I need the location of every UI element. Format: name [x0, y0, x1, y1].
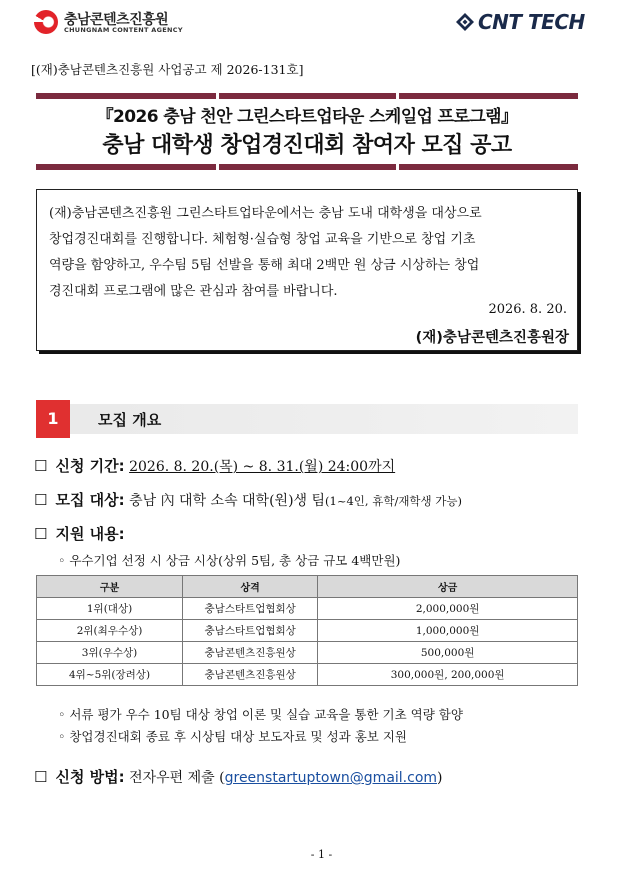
intro-box	[36, 189, 578, 351]
support-sub-item: ◦ 창업경진대회 종료 후 시상팀 대상 보도자료 및 성과 홍보 지원	[58, 729, 407, 744]
application-method: ☐ 신청 방법: 전자우편 제출 (greenstartuptown@gmail.com)	[34, 768, 443, 786]
method-label: 신청 방법	[55, 768, 119, 786]
table-row	[37, 620, 578, 642]
table-header-row	[37, 576, 578, 598]
support-label: 지원 내용	[55, 525, 119, 543]
agency-logo-icon	[34, 10, 58, 34]
checkbox-icon: ☐	[34, 457, 48, 475]
program-title: 『2026 충남 천안 그린스타트업타운 스케일업 프로그램』	[96, 107, 518, 127]
intro-line: (재)충남콘텐츠진흥원 그린스타트업타운에서는 충남 도내 대학생을 대상으로	[49, 206, 482, 221]
prize-table	[36, 575, 578, 686]
notice-number: [(재)충남콘텐츠진흥원 사업공고 제 2026-131호]	[31, 62, 304, 77]
application-period: ☐ 신청 기간: 2026. 8. 20.(목) ~ 8. 31.(월) 24:00까지	[34, 457, 396, 475]
table-cell: 1,000,000원	[318, 620, 578, 642]
table-cell: 500,000원	[318, 642, 578, 664]
cnt-diamond-icon	[456, 13, 474, 31]
agency-logo	[34, 8, 194, 36]
table-row	[37, 598, 578, 620]
support-sub-item: ◦ 서류 평가 우수 10팀 대상 창업 이론 및 실습 교육을 통한 기초 역량 함양	[58, 707, 463, 722]
page-number: - 1 -	[310, 848, 333, 861]
section-title: 모집 개요	[98, 411, 162, 429]
intro-line: 경진대회 프로그램에 많은 관심과 참여를 바랍니다.	[49, 284, 338, 299]
signature: (재)충남콘텐츠진흥원장	[415, 330, 569, 346]
announcement-title: 충남 대학생 창업경진대회 참여자 모집 공고	[102, 133, 512, 158]
target-note: (1~4인, 휴학/재학생 가능)	[325, 494, 463, 508]
table-cell: 2,000,000원	[318, 598, 578, 620]
table-header: 구분	[37, 576, 183, 598]
table-cell: 1위(대상)	[37, 598, 183, 620]
table-cell: 충남스타트업협회상	[183, 598, 318, 620]
checkbox-icon: ☐	[34, 768, 48, 786]
table-header: 상금	[318, 576, 578, 598]
method-value: 전자우편 제출 (	[129, 770, 225, 786]
target-label: 모집 대상	[55, 491, 119, 509]
table-cell: 4위~5위(장려상)	[37, 664, 183, 686]
recruit-target: ☐ 모집 대상: 충남 內 대학 소속 대학(원)생 팀(1~4인, 휴학/재학생 가능)	[34, 491, 463, 509]
period-label: 신청 기간	[55, 457, 119, 475]
table-row	[37, 642, 578, 664]
support-sub-item: ◦ 우수기업 선정 시 상금 시상(상위 5팀, 총 상금 규모 4백만원)	[58, 553, 401, 568]
title-top-bar	[36, 93, 578, 99]
intro-line: 창업경진대회를 진행합니다. 체험형·실습형 창업 교육을 기반으로 창업 기초	[49, 232, 476, 247]
table-header: 상격	[183, 576, 318, 598]
announcement-date: 2026. 8. 20.	[488, 302, 567, 317]
period-value: 2026. 8. 20.(목) ~ 8. 31.(월) 24:00까지	[129, 459, 396, 475]
intro-line: 역량을 함양하고, 우수팀 5팀 선발을 통해 최대 2백만 원 상금 시상하는 창업	[49, 258, 480, 273]
agency-logo-name: 충남콘텐츠진흥원	[64, 12, 169, 28]
email-link[interactable]: greenstartuptown@gmail.com	[224, 770, 438, 786]
section-header	[36, 404, 578, 434]
cnt-tech-logo-text: CNT TECH	[478, 10, 585, 34]
table-cell: 충남콘텐츠진흥원상	[183, 664, 318, 686]
table-cell: 300,000원, 200,000원	[318, 664, 578, 686]
checkbox-icon: ☐	[34, 525, 48, 543]
table-cell: 3위(우수상)	[37, 642, 183, 664]
checkbox-icon: ☐	[34, 491, 48, 509]
table-cell: 충남콘텐츠진흥원상	[183, 642, 318, 664]
section-number: 1	[36, 400, 70, 438]
cnt-tech-logo	[456, 10, 616, 36]
table-cell: 충남스타트업협회상	[183, 620, 318, 642]
table-row	[37, 664, 578, 686]
table-cell: 2위(최우수상)	[37, 620, 183, 642]
target-value: 충남 內 대학 소속 대학(원)생 팀	[129, 493, 326, 509]
agency-logo-english: CHUNGNAM CONTENT AGENCY	[64, 26, 183, 34]
title-bottom-bar	[36, 164, 578, 170]
support-content: ☐ 지원 내용:	[34, 525, 125, 543]
